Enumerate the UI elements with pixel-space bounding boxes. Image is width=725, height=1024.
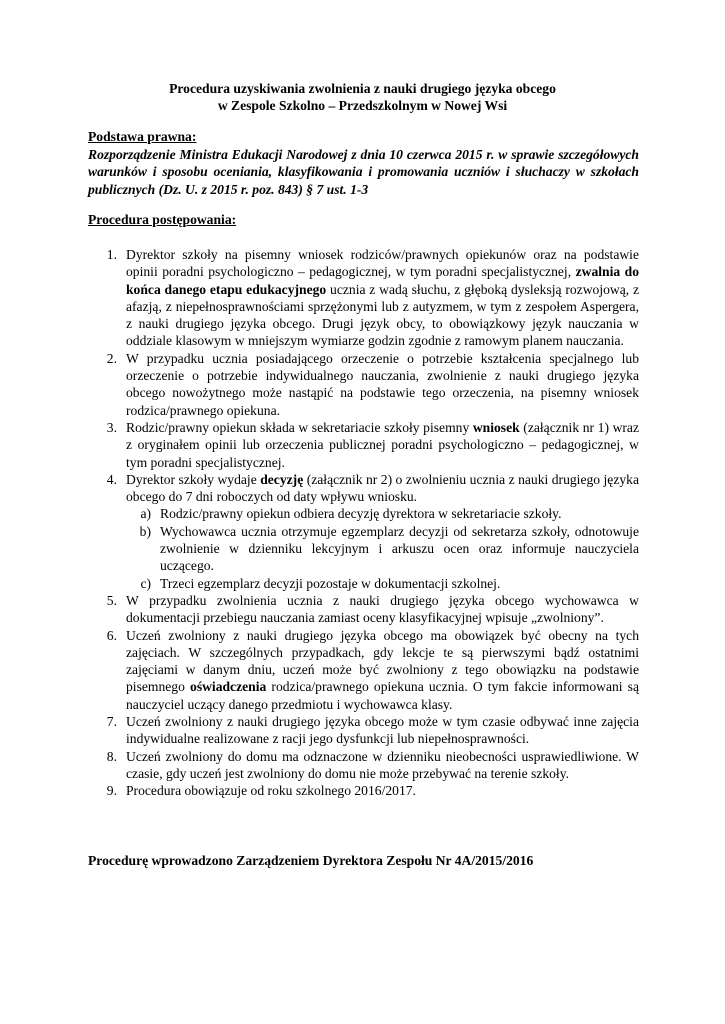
sub-item-letter: b): [139, 523, 151, 539]
list-item: [88, 246, 639, 350]
footer-note: Procedurę wprowadzono Zarządzeniem Dyrektora Zespołu Nr 4A/2015/2016: [88, 853, 534, 868]
document-title-line1: Procedura uzyskiwania zwolnienia z nauki drugiego języka obcego: [169, 81, 556, 96]
legal-basis-heading: Podstawa prawna:: [88, 129, 197, 144]
item-number: 3.: [106, 419, 117, 435]
item-number: 9.: [106, 783, 117, 799]
list-item: [88, 782, 639, 799]
item-text-rest: ucznia z wadą słuchu, z głęboką dysleksją rozwojową, z afazją, z niepełnosprawnościami sprzężonymi lub z autyzmem, w tym z zespołem Aspergera, z nauki drugiego języka obcego. Drugi język obcy, to obowiązkowy język nauczania w oddziale klasowym w mniejszym wymiarze godzin zgodnie z ramowym planem nauczania.: [126, 281, 639, 349]
procedure-heading: Procedura postępowania:: [88, 212, 237, 227]
item-text-bold: zwalnia do końca danego etapu edukacyjnego: [126, 264, 639, 297]
list-item: [88, 419, 639, 471]
sub-item-letter: a): [140, 506, 151, 522]
item-text: Dyrektor szkoły na pisemny wniosek rodziców/prawnych opiekunów oraz na podstawie opinii poradni psychologiczno – pedagogicznej, w tym poradni specjalistycznej,: [126, 247, 639, 280]
sub-item-text: Trzeci egzemplarz decyzji pozostaje w dokumentacji szkolnej.: [160, 575, 501, 591]
item-text: Uczeń zwolniony z nauki drugiego języka obcego ma obowiązek być obecny na tych zajęciach. W szczególnych przypadkach, gdy lekcje te są pierwszymi bądź ostatnimi zajęciami w danym dniu, uczeń może być zwolniony z tego obowiązku na podstawie pisemnego: [126, 627, 639, 695]
item-text-bold: oświadczenia: [190, 679, 267, 695]
item-number: 5.: [106, 592, 117, 608]
list-item: [88, 471, 639, 506]
sub-list-item: [126, 505, 639, 522]
item-text-bold: decyzję: [260, 471, 304, 487]
item-text-rest: rodzica/prawnego opiekuna ucznia. O tym fakcie informowani są nauczyciel uczący danego przedmiotu i wychowawca klasy.: [126, 679, 639, 712]
item-text: W przypadku ucznia posiadającego orzeczenie o potrzebie kształcenia specjalnego lub orzeczenie o potrzebie indywidualnego nauczania, zwolnienie z nauki drugiego języka obcego nowożytnego może nastąpić na podstawie tego orzeczenia, na pisemny wniosek rodzica/prawnego opiekuna.: [126, 350, 639, 418]
item-text: Procedura obowiązuje od roku szkolnego 2016/2017.: [126, 783, 416, 799]
legal-basis-text: Rozporządzenie Ministra Edukacji Narodowej z dnia 10 czerwca 2015 r. w sprawie szczegółowych warunków i sposobu oceniania, klasyfikowania i promowania uczniów i słuchaczy w szkołach publicznych (Dz. U. z 2015 r. poz. 843) § 7 ust. 1-3: [88, 147, 639, 197]
item-number: 6.: [106, 627, 117, 643]
sub-list-item: [126, 575, 639, 592]
sub-list-item: [126, 523, 639, 575]
list-item: [88, 592, 639, 627]
item-number: 7.: [106, 714, 117, 730]
item-text: Dyrektor szkoły wydaje: [126, 471, 261, 487]
item-text: Uczeń zwolniony z nauki drugiego języka obcego może w tym czasie odbywać inne zajęcia indywidualne realizowane z racji jego dysfunkcji lub niepełnosprawności.: [126, 714, 639, 747]
document-title-line2: w Zespole Szkolno – Przedszkolnym w Nowej Wsi: [217, 98, 508, 113]
item-number: 8.: [106, 748, 117, 764]
item-number: 2.: [106, 350, 117, 366]
item-text: W przypadku zwolnienia ucznia z nauki drugiego języka obcego wychowawca w dokumentacji przebiegu nauczania zamiast oceny klasyfikacyjnej wpisuje „zwolniony”.: [126, 592, 639, 626]
list-item: [88, 748, 639, 783]
item-text: Rodzic/prawny opiekun składa w sekretariacie szkoły pisemny: [126, 419, 473, 435]
item-text-rest: (załącznik nr 2) o zwolnieniu ucznia z nauki drugiego języka obcego do 7 dni roboczych od daty wpływu wniosku.: [126, 471, 640, 505]
list-item: [88, 713, 639, 748]
sub-item-text: Rodzic/prawny opiekun odbiera decyzję dyrektora w sekretariacie szkoły.: [160, 506, 562, 522]
list-item: [88, 627, 639, 713]
sub-item-letter: c): [140, 575, 151, 591]
list-item: [88, 350, 639, 419]
item-text-bold: wniosek: [472, 419, 520, 435]
item-number: 1.: [106, 247, 117, 262]
item-number: 4.: [106, 471, 117, 487]
item-text: Uczeń zwolniony do domu ma odznaczone w dzienniku nieobecności usprawiedliwione. W czasie, gdy uczeń jest zwolniony do domu nie może przebywać na terenie szkoły.: [126, 748, 639, 781]
sub-item-text: Wychowawca ucznia otrzymuje egzemplarz decyzji od sekretarza szkoły, odnotowuje zwolnienie w dzienniku lekcyjnym i arkuszu ocen oraz informuje nauczyciela uczącego.: [160, 523, 639, 574]
procedure-list: [88, 246, 639, 800]
item-text-rest: (załącznik nr 1) wraz z oryginałem opinii lub orzeczenia publicznej poradni psychologiczno – pedagogicznej, w tym poradni specjalistycznej.: [126, 419, 639, 470]
